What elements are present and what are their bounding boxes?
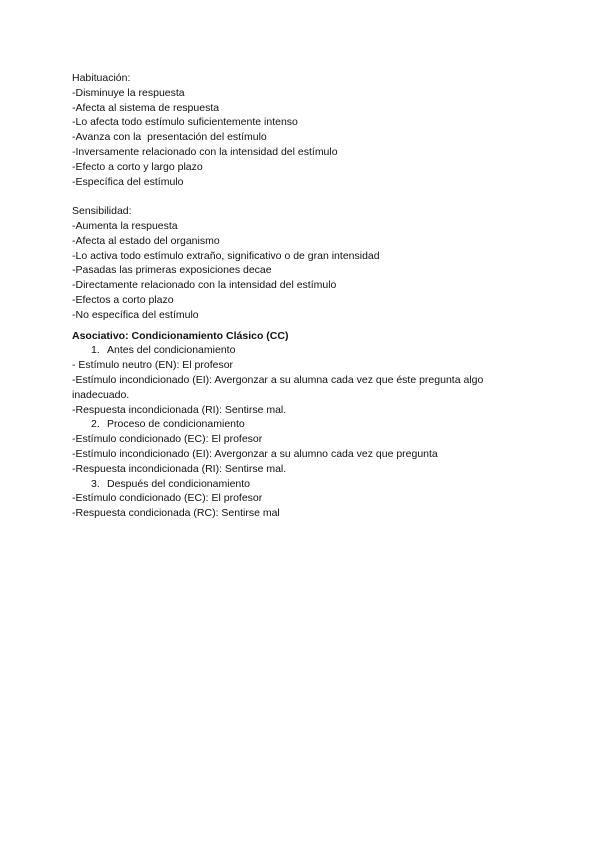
- sensibilidad-item: -Directamente relacionado con la intensidad del estímulo: [72, 279, 337, 292]
- asociativo-section: [72, 329, 542, 521]
- habituacion-item: -Efecto a corto y largo plazo: [72, 160, 203, 173]
- sensibilidad-item: -Lo activa todo estímulo extraño, significativo o de gran intensidad: [72, 249, 380, 262]
- sensibilidad-item: -Aumenta la respuesta: [72, 219, 178, 232]
- stage-line: -Respuesta incondicionada (RI): Sentirse mal.: [72, 462, 287, 475]
- habituacion-item: -Específica del estímulo: [72, 175, 184, 188]
- document-page: [72, 71, 542, 521]
- sensibilidad-section: [72, 204, 542, 322]
- stage-title: [72, 417, 542, 432]
- habituacion-section: [72, 71, 542, 189]
- stage-line: -Estímulo incondicionado (EI): Avergonzar a su alumno cada vez que pregunta: [72, 447, 438, 460]
- sensibilidad-item: -No específica del estímulo: [72, 308, 199, 321]
- habituacion-title: Habituación:: [72, 72, 131, 84]
- habituacion-item: -Afecta al sistema de respuesta: [72, 101, 220, 114]
- habituacion-item: -Inversamente relacionado con la intensidad del estímulo: [72, 145, 338, 158]
- sensibilidad-item: -Efectos a corto plazo: [72, 293, 174, 306]
- stage-title: [72, 477, 542, 492]
- habituacion-item: -Avanza con la presentación del estímulo: [72, 131, 267, 144]
- stage-line: -Respuesta condicionada (RC): Sentirse mal: [72, 507, 280, 520]
- sensibilidad-title: Sensibilidad:: [72, 205, 132, 218]
- stage-line: - Estímulo neutro (EN): El profesor: [72, 359, 234, 372]
- stage-number: 2.: [91, 418, 100, 431]
- sensibilidad-item: -Pasadas las primeras exposiciones decae: [72, 264, 272, 277]
- sensibilidad-item: -Afecta al estado del organismo: [72, 234, 220, 247]
- stage-title-text: Proceso de condicionamiento: [107, 418, 245, 431]
- stage-title-text: Después del condicionamiento: [107, 477, 251, 490]
- stage-number: 3.: [91, 477, 100, 490]
- paragraph-gap: [72, 189, 542, 204]
- stage-number: 1.: [91, 344, 100, 357]
- stage-line: -Estímulo condicionado (EC): El profesor: [72, 433, 263, 446]
- stage-line: -Estímulo condicionado (EC): El profesor: [72, 492, 263, 505]
- stage-title-text: Antes del condicionamiento: [107, 344, 236, 357]
- habituacion-item: -Disminuye la respuesta: [72, 86, 185, 99]
- asociativo-heading: Asociativo: Condicionamiento Clásico (CC): [72, 329, 289, 342]
- stage-line: -Estímulo incondicionado (EI): Avergonzar a su alumna cada vez que éste pregunta algo inadecuado.: [72, 373, 484, 401]
- stage-title: [72, 343, 542, 358]
- stage-line: -Respuesta incondicionada (RI): Sentirse mal.: [72, 403, 287, 416]
- habituacion-item: -Lo afecta todo estímulo suficientemente intenso: [72, 116, 298, 129]
